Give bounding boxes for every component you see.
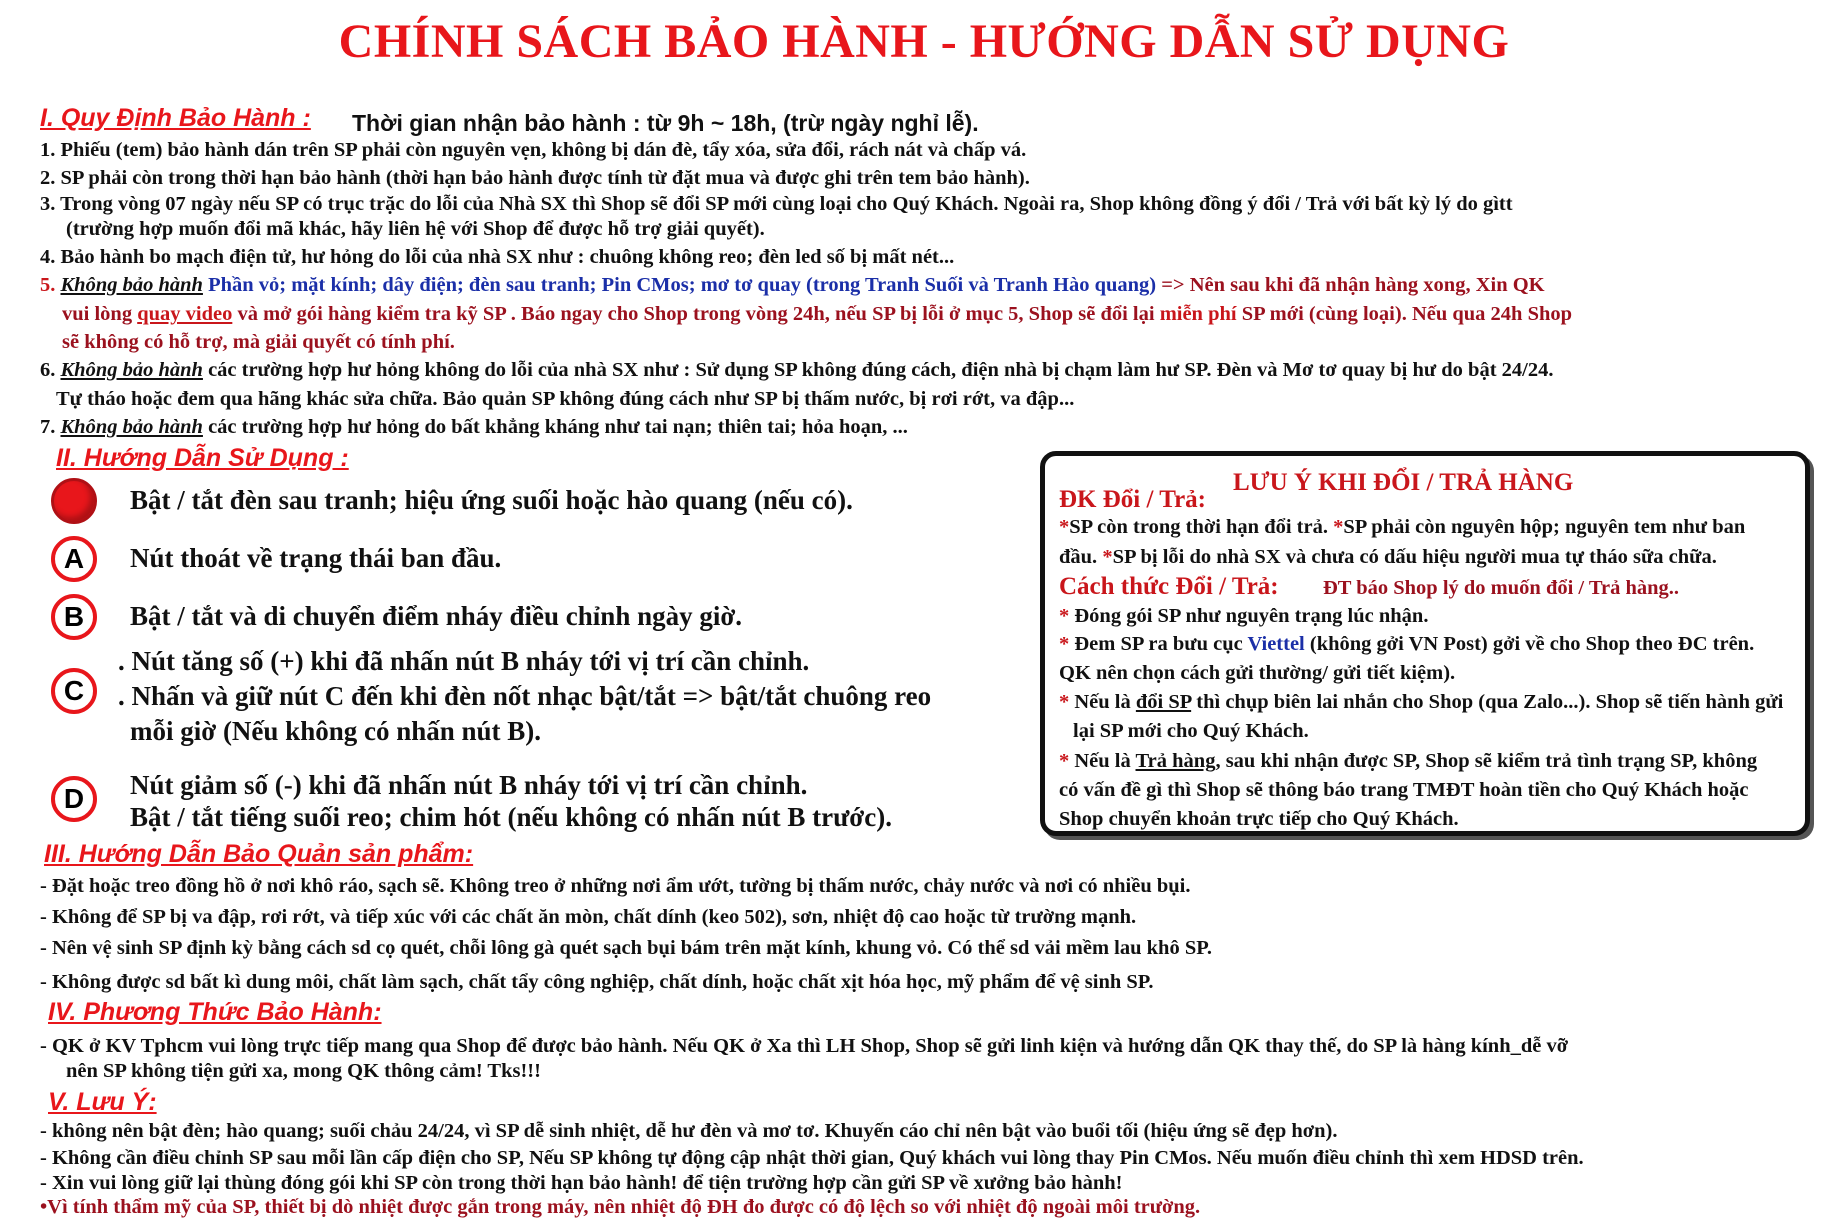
notice-method-3: QK nên chọn cách gửi thường/ gửi tiết kiệm). [1059, 662, 1456, 684]
button-d-label: D [63, 783, 85, 814]
note-3: - Xin vui lòng giữ lại thùng đóng gói khi SP còn trong thời hạn bảo hành! để tiện trường hợp cần gửi SP về xưởng bảo hành! [40, 1172, 1123, 1194]
notice-method-8: Shop chuyển khoản trực tiếp cho Quý Khách. [1059, 808, 1459, 830]
section2-heading: II. Hướng Dẫn Sử Dụng : [56, 444, 349, 472]
notice-method-note: ĐT báo Shop lý do muốn đổi / Trả hàng.. [1323, 577, 1680, 599]
rule-5-cont [62, 303, 1572, 326]
care-2: - Không để SP bị va đập, rơi rớt, và tiếp xúc với các chất ăn mòn, chất dính (keo 502), sơn, nhiệt độ cao hoặc từ trường mạnh. [40, 906, 1137, 928]
notice-method-2-star: * [1059, 633, 1075, 655]
button-c-desc-3: mỗi giờ (Nếu không có nhấn nút B). [130, 716, 542, 746]
notice-dk-2-pre: đầu. [1059, 546, 1103, 568]
section5-heading: V. Lưu Ý: [48, 1088, 157, 1116]
button-d-icon [51, 776, 97, 822]
section4-heading: IV. Phương Thức Bảo Hành: [48, 998, 382, 1026]
rule-7-text: các trường hợp hư hỏng do bất khẳng kháng như tai nạn; thiên tai; hỏa hoạn, ... [202, 416, 908, 438]
rule-5 [40, 274, 1545, 297]
notice-dk-1-star2: * [1333, 516, 1344, 538]
care-4: - Không được sd bất kì dung môi, chất làm sạch, chất tẩy công nghiệp, chất dính, hoặc chất xịt hóa học, mỹ phẩm để vệ sinh SP. [40, 971, 1154, 993]
page-title: CHÍNH SÁCH BẢO HÀNH - HƯỚNG DẪN SỬ DỤNG [338, 15, 1510, 68]
rule-7-number: 7. [40, 416, 56, 438]
button-c-desc-1: . Nút tăng số (+) khi đã nhấn nút B nháy tới vị trí cần chỉnh. [118, 646, 810, 676]
rule-5-cont-post: SP mới (cùng loại). Nếu qua 24h Shop [1236, 303, 1573, 325]
rule-5-items: Phần vỏ; mặt kính; dây điện; đèn sau tranh; Pin CMos; mơ tơ quay (trong Tranh Suối và Tranh Hào quang) [202, 274, 1157, 296]
notice-dk-2 [1059, 546, 1717, 569]
note-4: •Vì tính thẩm mỹ của SP, thiết bị dò nhiệt được gắn trong máy, nên nhiệt độ ĐH đo được có độ lệch so với nhiệt độ ngoài môi trường. [40, 1196, 1201, 1218]
rule-6-cont: Tự tháo hoặc đem qua hãng khác sửa chữa. Bảo quản SP không đúng cách như SP bị thấm nước, bị rơi rớt, va đập... [56, 388, 1075, 410]
light-button-desc: Bật / tắt đèn sau tranh; hiệu ứng suối hoặc hào quang (nếu có). [130, 485, 853, 515]
section3-heading: III. Hướng Dẫn Bảo Quản sản phẩm: [44, 840, 474, 868]
care-3: - Nên vệ sinh SP định kỳ bằng cách sd cọ quét, chỗi lông gà quét sạch bụi bám trên mặt kính, khung vỏ. Có thể sd vải mềm lau khô SP. [40, 937, 1212, 959]
button-b-desc: Bật / tắt và di chuyển điểm nháy điều chỉnh ngày giờ. [130, 601, 743, 631]
notice-method-4-pre: Nếu là [1074, 691, 1136, 713]
rule-3-cont: (trường hợp muốn đổi mã khác, hãy liên hệ với Shop để được hỗ trợ giải quyết). [66, 218, 765, 240]
rule-5-video: quay video [137, 303, 233, 325]
notice-method-6-star: * [1059, 750, 1075, 772]
rule-7 [40, 416, 908, 439]
notice-method-4 [1059, 691, 1783, 714]
section1-heading: I. Quy Định Bảo Hành : [40, 104, 311, 132]
notice-dk-1-text2: SP phải còn nguyên hộp; nguyên tem như ban [1343, 516, 1746, 538]
care-1: - Đặt hoặc treo đồng hồ ở nơi khô ráo, sạch sẽ. Không treo ở những nơi ẩm ướt, tường bị thấm nước, chảy nước và nơi có nhiều bụi. [40, 875, 1191, 897]
button-b-label: B [63, 601, 85, 632]
rule-2: 2. SP phải còn trong thời hạn bảo hành (thời hạn bảo hành được tính từ đặt mua và được ghi trên tem bảo hành). [40, 167, 1030, 189]
return-notice-box [1040, 451, 1810, 836]
notice-method-4-star: * [1059, 691, 1075, 713]
notice-exchange: đổi SP [1135, 691, 1192, 713]
notice-dk-label: ĐK Đổi / Trả: [1059, 486, 1206, 513]
notice-return: Trả hàng [1135, 750, 1216, 772]
button-b-icon [51, 594, 97, 640]
rule-5-cont2: sẽ không có hỗ trợ, mà giải quyết có tính phí. [62, 331, 455, 353]
rule-4: 4. Bảo hành bo mạch điện tử, hư hỏng do lỗi của nhà SX như : chuông không reo; đèn led số bị mất nét... [40, 246, 955, 268]
notice-method-1-text: Đóng gói SP như nguyên trạng lúc nhận. [1074, 605, 1429, 627]
notice-dk-2-star: * [1102, 546, 1113, 568]
rule-6-number: 6. [40, 359, 56, 381]
notice-dk-1 [1059, 516, 1745, 539]
notice-title: LƯU Ý KHI ĐỔI / TRẢ HÀNG [1233, 469, 1574, 496]
rule-5-advice: => Nên sau khi đã nhận hàng xong, Xin QK [1156, 274, 1545, 296]
notice-method-5: lại SP mới cho Quý Khách. [1073, 720, 1309, 742]
button-c-desc-2: . Nhấn và giữ nút C đến khi đèn nốt nhạc bật/tắt => bật/tắt chuông reo [118, 681, 932, 711]
light-button-icon [51, 478, 97, 524]
rule-6-no-warranty: Không bảo hành [60, 359, 203, 381]
rule-6 [40, 359, 1554, 382]
warranty-hours: Thời gian nhận bảo hành : từ 9h ~ 18h, (trừ ngày nghỉ lễ). [352, 110, 979, 136]
note-2: - Không cần điều chỉnh SP sau mỗi lần cấp điện cho SP, Nếu SP không tự động cập nhật thời gian, Quý khách vui lòng thay Pin CMos. Nếu muốn điều chỉnh thì xem HDSD trên. [40, 1147, 1584, 1169]
rule-5-free: miễn phí [1159, 303, 1237, 325]
notice-method-7: có vấn đề gì thì Shop sẽ thông báo trang TMĐT hoàn tiền cho Quý Khách hoặc [1059, 779, 1749, 801]
rule-6-text: các trường hợp hư hỏng không do lỗi của nhà SX như : Sử dụng SP không đúng cách, điện nhà bị chạm làm hư SP. Đèn và Mơ tơ quay bị hư do bật 24/24. [202, 359, 1554, 381]
rule-5-no-warranty: Không bảo hành [60, 274, 203, 296]
notice-dk-1-star: * [1059, 516, 1070, 538]
rule-3: 3. Trong vòng 07 ngày nếu SP có trục trặc do lỗi của Nhà SX thì Shop sẽ đổi SP mới cùng loại cho Quý Khách. Ngoài ra, Shop không đồng ý đổi / Trả với bất kỳ lý do gìtt [40, 193, 1513, 215]
button-a-desc: Nút thoát về trạng thái ban đầu. [130, 543, 502, 573]
rule-5-cont-pre: vui lòng [62, 303, 138, 325]
note-1: - không nên bật đèn; hào quang; suối chảu 24/24, vì SP dễ sinh nhiệt, dễ hư đèn và mơ tơ. Khuyến cáo chỉ nên bật vào buổi tối (hiệu ứng sẽ đẹp hơn). [40, 1120, 1338, 1142]
method-1: - QK ở KV Tphcm vui lòng trực tiếp mang qua Shop để được bảo hành. Nếu QK ở Xa thì LH Shop, Shop sẽ gửi linh kiện và hướng dẫn QK thay thế, do SP là hàng kính_dễ vỡ [40, 1035, 1569, 1057]
notice-dk-2-text: SP bị lỗi do nhà SX và chưa có dấu hiệu người mua tự tháo sữa chữa. [1112, 546, 1717, 568]
notice-dk-1-text: SP còn trong thời hạn đổi trả. [1069, 516, 1334, 538]
notice-method-6-post: , sau khi nhận được SP, Shop sẽ kiểm trả tình trạng SP, không [1215, 750, 1758, 772]
notice-method-2-pre: Đem SP ra bưu cục [1074, 633, 1248, 655]
notice-method-label: Cách thức Đổi / Trả: [1059, 573, 1279, 600]
notice-method-1-star: * [1059, 605, 1075, 627]
button-a-label: A [63, 543, 85, 574]
rule-1: 1. Phiếu (tem) bảo hành dán trên SP phải còn nguyên vẹn, không bị dán đè, tẩy xóa, sửa đổi, rách nát và chấp vá. [40, 139, 1027, 161]
notice-method-4-post: thì chụp biên lai nhắn cho Shop (qua Zalo...). Shop sẽ tiến hành gửi [1191, 691, 1784, 713]
button-d-desc-1: Nút giảm số (-) khi đã nhấn nút B nháy tới vị trí cần chỉnh. [130, 770, 808, 800]
notice-method-6 [1059, 750, 1757, 773]
rule-5-cont-mid: và mở gói hàng kiểm tra kỹ SP . Báo ngay cho Shop trong vòng 24h, nếu SP bị lỗi ở mục 5, Shop sẽ đổi lại [232, 303, 1160, 325]
rule-5-number: 5. [40, 274, 56, 296]
notice-method-1 [1059, 605, 1428, 628]
notice-method-6-pre: Nếu là [1074, 750, 1136, 772]
rule-7-no-warranty: Không bảo hành [60, 416, 203, 438]
notice-method-2-post: (không gởi VN Post) gởi về cho Shop theo ĐC trên. [1304, 633, 1755, 655]
notice-viettel: Viettel [1247, 633, 1305, 655]
button-c-icon [51, 668, 97, 714]
button-c-label: C [63, 675, 85, 706]
notice-method-2 [1059, 633, 1754, 656]
button-a-icon [51, 536, 97, 582]
method-1-cont: nên SP không tiện gửi xa, mong QK thông cảm! Tks!!! [66, 1060, 541, 1082]
button-d-desc-2: Bật / tắt tiếng suối reo; chim hót (nếu không có nhấn nút B trước). [130, 802, 892, 832]
